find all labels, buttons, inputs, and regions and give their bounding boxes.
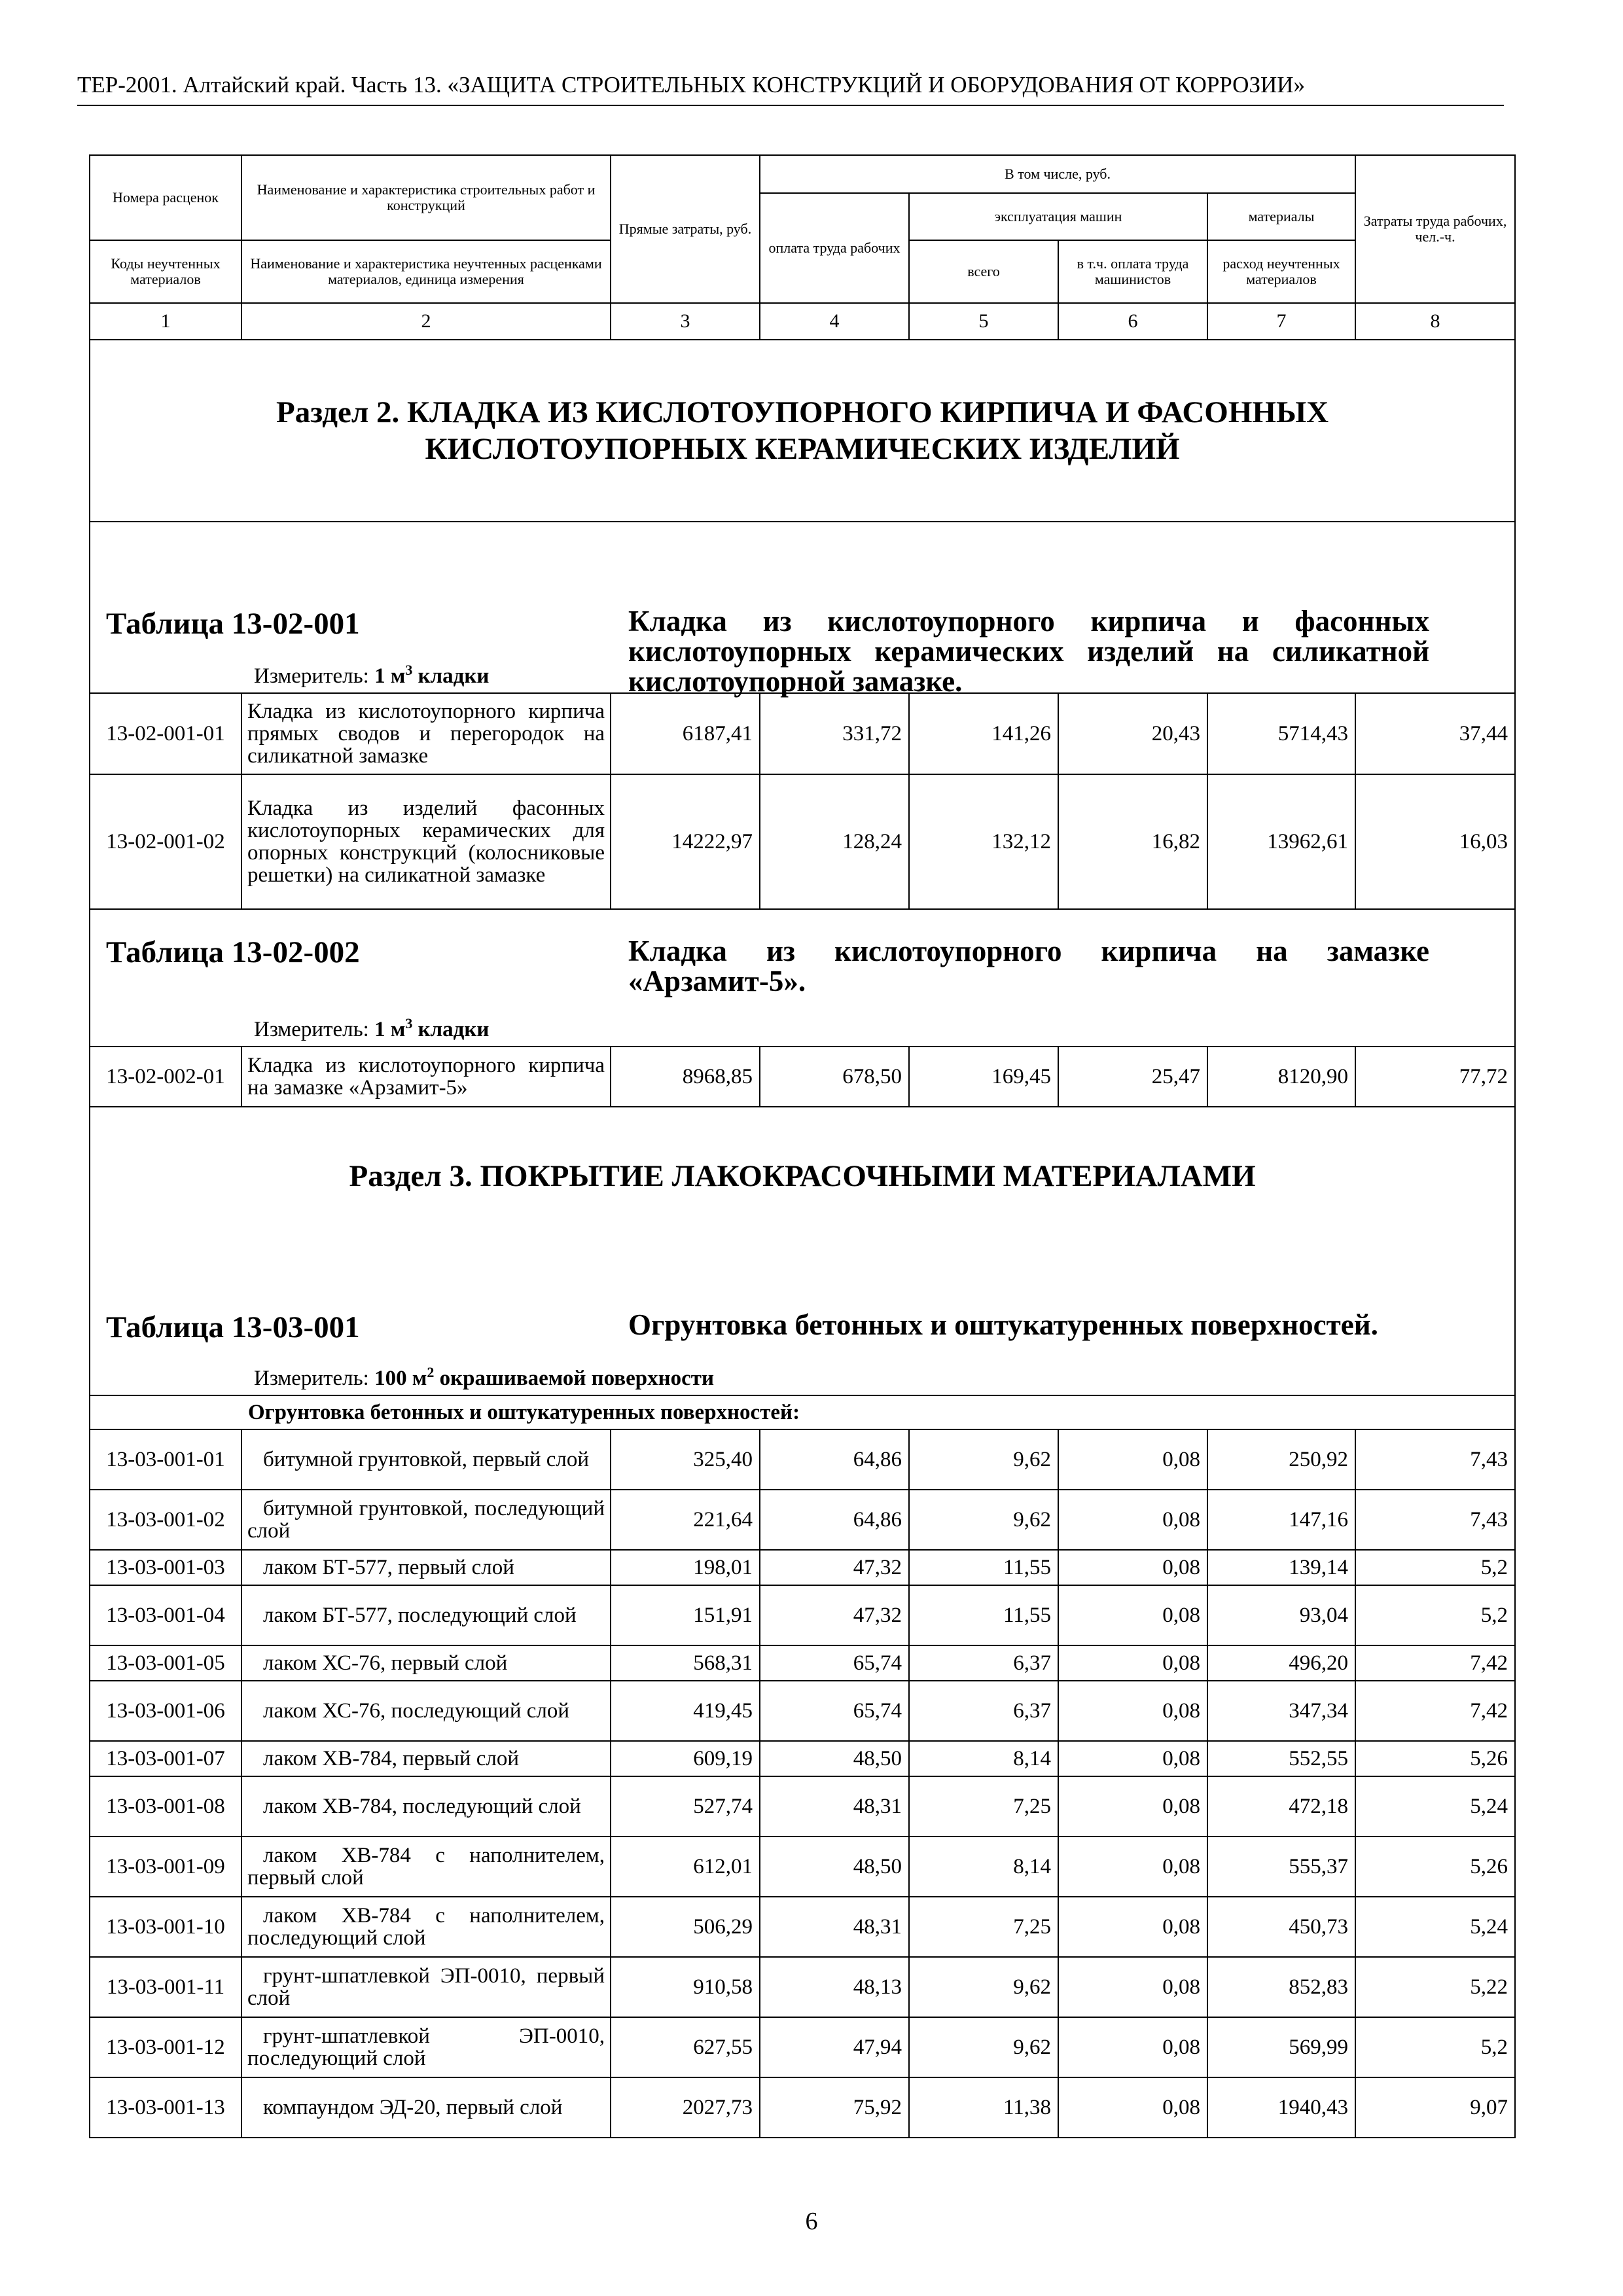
running-header: ТЕР-2001. Алтайский край. Часть 13. «ЗАЩИТА СТРОИТЕЛЬНЫХ КОНСТРУКЦИЙ И ОБОРУДОВАНИЯ ОТ КОРРОЗИИ» — [77, 72, 1306, 98]
header-including: В том числе, руб. — [760, 155, 1355, 193]
materials-cost: 1940,43 — [1207, 2077, 1355, 2138]
materials-cost: 139,14 — [1207, 1550, 1355, 1585]
labor-hours: 7,43 — [1355, 1429, 1515, 1490]
rate-code: 13-03-001-02 — [90, 1490, 241, 1550]
worker-pay: 75,92 — [760, 2077, 909, 2138]
rate-code: 13-03-001-10 — [90, 1897, 241, 1957]
worker-pay: 64,86 — [760, 1429, 909, 1490]
column-number: 3 — [611, 303, 760, 340]
operator-pay: 20,43 — [1058, 693, 1207, 774]
meter-prefix: Измеритель: — [254, 1018, 369, 1041]
header-worker-pay: оплата труда рабочих — [760, 193, 909, 303]
rate-name: лаком ХВ-784, первый слой — [241, 1741, 611, 1776]
worker-pay: 47,32 — [760, 1585, 909, 1645]
section-3-heading-row — [90, 1107, 1515, 1244]
labor-hours: 7,42 — [1355, 1645, 1515, 1681]
rate-name: лаком БТ-577, последующий слой — [241, 1585, 611, 1645]
labor-hours: 5,2 — [1355, 1550, 1515, 1585]
rate-code: 13-03-001-05 — [90, 1645, 241, 1681]
meter-prefix: Измеритель: — [254, 1367, 369, 1390]
table-row — [90, 1741, 1515, 1776]
materials-cost: 147,16 — [1207, 1490, 1355, 1550]
worker-pay: 678,50 — [760, 1047, 909, 1107]
table-meter — [254, 662, 489, 689]
operator-pay: 0,08 — [1058, 1645, 1207, 1681]
machines-total: 7,25 — [909, 1776, 1058, 1837]
materials-cost: 496,20 — [1207, 1645, 1355, 1681]
table-row — [90, 1776, 1515, 1837]
rate-code: 13-03-001-01 — [90, 1429, 241, 1490]
rate-code: 13-03-001-13 — [90, 2077, 241, 2138]
rate-name: грунт-шпатлевкой ЭП-0010, последующий слой — [241, 2017, 611, 2077]
operator-pay: 0,08 — [1058, 1776, 1207, 1837]
header-unaccounted-materials: расход неучтенных материалов — [1207, 240, 1355, 303]
table-row — [90, 1837, 1515, 1897]
machines-total: 6,37 — [909, 1681, 1058, 1741]
rate-name: Кладка из кислотоупорного кирпича прямых сводов и перегородок на силикатной замазке — [241, 693, 611, 774]
table-row — [90, 1585, 1515, 1645]
rate-name: битумной грунтовкой, первый слой — [241, 1429, 611, 1490]
table-row — [90, 1957, 1515, 2017]
machines-total: 6,37 — [909, 1645, 1058, 1681]
materials-cost: 555,37 — [1207, 1837, 1355, 1897]
operator-pay: 0,08 — [1058, 1490, 1207, 1550]
operator-pay: 0,08 — [1058, 1897, 1207, 1957]
table-row — [90, 1645, 1515, 1681]
subheader-text: Огрунтовка бетонных и оштукатуренных поверхностей: — [241, 1395, 1515, 1429]
labor-hours: 5,22 — [1355, 1957, 1515, 2017]
table-row — [90, 1429, 1515, 1490]
operator-pay: 0,08 — [1058, 1429, 1207, 1490]
machines-total: 9,62 — [909, 1490, 1058, 1550]
rate-code: 13-03-001-07 — [90, 1741, 241, 1776]
table-title: Огрунтовка бетонных и оштукатуренных поверхностей. — [628, 1308, 1378, 1341]
direct-costs: 527,74 — [611, 1776, 760, 1837]
direct-costs: 910,58 — [611, 1957, 760, 2017]
table-row — [90, 1681, 1515, 1741]
section-2-title — [90, 340, 1515, 522]
column-number: 6 — [1058, 303, 1207, 340]
rate-name: грунт-шпатлевкой ЭП-0010, первый слой — [241, 1957, 611, 2017]
worker-pay: 65,74 — [760, 1681, 909, 1741]
table-label: Таблица 13-02-002 — [106, 935, 360, 969]
worker-pay: 64,86 — [760, 1490, 909, 1550]
direct-costs: 568,31 — [611, 1645, 760, 1681]
header-materials: материалы — [1207, 193, 1355, 240]
machines-total: 9,62 — [909, 1429, 1058, 1490]
table-body — [90, 340, 1515, 2138]
labor-hours: 7,43 — [1355, 1490, 1515, 1550]
meter-exponent: 3 — [405, 662, 413, 678]
worker-pay: 65,74 — [760, 1645, 909, 1681]
header-material-codes: Коды неучтенных материалов — [90, 240, 241, 303]
column-number: 2 — [241, 303, 611, 340]
worker-pay: 47,32 — [760, 1550, 909, 1585]
labor-hours: 37,44 — [1355, 693, 1515, 774]
rate-name: лаком ХВ-784 с наполнителем, последующий слой — [241, 1897, 611, 1957]
table-label: Таблица 13-02-001 — [106, 607, 360, 641]
direct-costs: 612,01 — [611, 1837, 760, 1897]
rate-code: 13-03-001-06 — [90, 1681, 241, 1741]
operator-pay: 0,08 — [1058, 1681, 1207, 1741]
rate-name: лаком БТ-577, первый слой — [241, 1550, 611, 1585]
header-material-names: Наименование и характеристика неучтенных расценками материалов, единица измерения — [241, 240, 611, 303]
operator-pay: 0,08 — [1058, 1585, 1207, 1645]
header-labor-hours: Затраты труда рабочих, чел.-ч. — [1355, 155, 1515, 303]
worker-pay: 128,24 — [760, 774, 909, 909]
meter-unit: окрашиваемой поверхности — [439, 1367, 715, 1390]
rate-code: 13-02-001-02 — [90, 774, 241, 909]
table-label: Таблица 13-03-001 — [106, 1310, 360, 1344]
direct-costs: 627,55 — [611, 2017, 760, 2077]
materials-cost: 93,04 — [1207, 1585, 1355, 1645]
materials-cost: 852,83 — [1207, 1957, 1355, 2017]
rate-name: лаком ХВ-784, последующий слой — [241, 1776, 611, 1837]
table-meter — [254, 1364, 714, 1391]
rate-name: битумной грунтовкой, последующий слой — [241, 1490, 611, 1550]
materials-cost: 8120,90 — [1207, 1047, 1355, 1107]
operator-pay: 16,82 — [1058, 774, 1207, 909]
operator-pay: 0,08 — [1058, 1741, 1207, 1776]
materials-cost: 569,99 — [1207, 2017, 1355, 2077]
rate-name: лаком ХВ-784 с наполнителем, первый слой — [241, 1837, 611, 1897]
rate-code: 13-03-001-11 — [90, 1957, 241, 2017]
meter-exponent: 3 — [405, 1015, 413, 1031]
machines-total: 9,62 — [909, 1957, 1058, 2017]
worker-pay: 47,94 — [760, 2017, 909, 2077]
direct-costs: 419,45 — [611, 1681, 760, 1741]
rate-code: 13-03-001-09 — [90, 1837, 241, 1897]
materials-cost: 552,55 — [1207, 1741, 1355, 1776]
table-13-02-001-heading-row — [90, 522, 1515, 693]
worker-pay: 48,31 — [760, 1897, 909, 1957]
rate-code: 13-03-001-08 — [90, 1776, 241, 1837]
section-2-heading-row — [90, 340, 1515, 522]
column-number: 4 — [760, 303, 909, 340]
direct-costs: 2027,73 — [611, 2077, 760, 2138]
section-2-title-line1: Раздел 2. КЛАДКА ИЗ КИСЛОТОУПОРНОГО КИРПИЧА И ФАСОННЫХ — [276, 395, 1329, 429]
rate-name: лаком ХС-76, последующий слой — [241, 1681, 611, 1741]
labor-hours: 5,2 — [1355, 2017, 1515, 2077]
rate-name: Кладка из изделий фасонных кислотоупорных керамических для опорных конструкций (колосниковые решетки) на силикатной замазке — [241, 774, 611, 909]
direct-costs: 325,40 — [611, 1429, 760, 1490]
machines-total: 141,26 — [909, 693, 1058, 774]
header-machines: эксплуатация машин — [909, 193, 1207, 240]
direct-costs: 198,01 — [611, 1550, 760, 1585]
table-header — [90, 155, 1515, 340]
subheader-row — [90, 1395, 1515, 1429]
machines-total: 11,38 — [909, 2077, 1058, 2138]
operator-pay: 0,08 — [1058, 1957, 1207, 2017]
meter-value: 100 м — [374, 1367, 427, 1390]
worker-pay: 48,50 — [760, 1741, 909, 1776]
machines-total: 132,12 — [909, 774, 1058, 909]
meter-value: 1 м — [374, 664, 406, 688]
labor-hours: 5,24 — [1355, 1897, 1515, 1957]
meter-prefix: Измеритель: — [254, 664, 369, 688]
header-work-name: Наименование и характеристика строительных работ и конструкций — [241, 155, 611, 240]
column-number: 7 — [1207, 303, 1355, 340]
table-meter — [254, 1015, 489, 1042]
labor-hours: 9,07 — [1355, 2077, 1515, 2138]
header-operator-pay: в т.ч. оплата труда машинистов — [1058, 240, 1207, 303]
worker-pay: 48,31 — [760, 1776, 909, 1837]
rate-code: 13-02-002-01 — [90, 1047, 241, 1107]
operator-pay: 0,08 — [1058, 2077, 1207, 2138]
table-title: Кладка из кислотоупорного кирпича и фасонных кислотоупорных керамических изделий на силикатной кислотоупорной замазке. — [628, 605, 1430, 698]
machines-total: 11,55 — [909, 1585, 1058, 1645]
header-rate-numbers: Номера расценок — [90, 155, 241, 240]
worker-pay: 48,50 — [760, 1837, 909, 1897]
rate-name: Кладка из кислотоупорного кирпича на замазке «Арзамит-5» — [241, 1047, 611, 1107]
rates-table — [89, 154, 1516, 2138]
rate-code: 13-02-001-01 — [90, 693, 241, 774]
labor-hours: 77,72 — [1355, 1047, 1515, 1107]
labor-hours: 5,24 — [1355, 1776, 1515, 1837]
rate-name: компаундом ЭД-20, первый слой — [241, 2077, 611, 2138]
direct-costs: 14222,97 — [611, 774, 760, 909]
header-machines-total: всего — [909, 240, 1058, 303]
labor-hours: 7,42 — [1355, 1681, 1515, 1741]
machines-total: 11,55 — [909, 1550, 1058, 1585]
table-13-02-002-heading-row — [90, 909, 1515, 1047]
materials-cost: 250,92 — [1207, 1429, 1355, 1490]
meter-exponent: 2 — [427, 1364, 435, 1380]
column-numbers-row — [90, 303, 1515, 340]
machines-total: 7,25 — [909, 1897, 1058, 1957]
table-row — [90, 1047, 1515, 1107]
operator-pay: 0,08 — [1058, 1550, 1207, 1585]
rate-code: 13-03-001-04 — [90, 1585, 241, 1645]
page-number: 6 — [805, 2208, 818, 2235]
table-13-03-001-heading-row — [90, 1244, 1515, 1395]
meter-unit: кладки — [418, 1018, 490, 1041]
labor-hours: 5,26 — [1355, 1741, 1515, 1776]
direct-costs: 8968,85 — [611, 1047, 760, 1107]
direct-costs: 151,91 — [611, 1585, 760, 1645]
table-row — [90, 693, 1515, 774]
column-number: 5 — [909, 303, 1058, 340]
labor-hours: 16,03 — [1355, 774, 1515, 909]
machines-total: 8,14 — [909, 1741, 1058, 1776]
column-number: 8 — [1355, 303, 1515, 340]
materials-cost: 472,18 — [1207, 1776, 1355, 1837]
labor-hours: 5,26 — [1355, 1837, 1515, 1897]
operator-pay: 25,47 — [1058, 1047, 1207, 1107]
table-row — [90, 774, 1515, 909]
worker-pay: 331,72 — [760, 693, 909, 774]
column-number: 1 — [90, 303, 241, 340]
meter-unit: кладки — [418, 664, 490, 688]
materials-cost: 347,34 — [1207, 1681, 1355, 1741]
header-direct-costs: Прямые затраты, руб. — [611, 155, 760, 303]
machines-total: 8,14 — [909, 1837, 1058, 1897]
labor-hours: 5,2 — [1355, 1585, 1515, 1645]
materials-cost: 13962,61 — [1207, 774, 1355, 909]
table-row — [90, 2077, 1515, 2138]
direct-costs: 221,64 — [611, 1490, 760, 1550]
table-title: Кладка из кислотоупорного кирпича на замазке «Арзамит-5». — [628, 935, 1430, 997]
operator-pay: 0,08 — [1058, 1837, 1207, 1897]
rate-code: 13-03-001-03 — [90, 1550, 241, 1585]
section-3-title: Раздел 3. ПОКРЫТИЕ ЛАКОКРАСОЧНЫМИ МАТЕРИАЛАМИ — [90, 1107, 1515, 1244]
direct-costs: 506,29 — [611, 1897, 760, 1957]
table-row — [90, 1550, 1515, 1585]
direct-costs: 6187,41 — [611, 693, 760, 774]
table-row — [90, 1490, 1515, 1550]
rate-name: лаком ХС-76, первый слой — [241, 1645, 611, 1681]
section-2-title-line2: КИСЛОТОУПОРНЫХ КЕРАМИЧЕСКИХ ИЗДЕЛИЙ — [425, 432, 1180, 466]
materials-cost: 5714,43 — [1207, 693, 1355, 774]
rate-code: 13-03-001-12 — [90, 2017, 241, 2077]
operator-pay: 0,08 — [1058, 2017, 1207, 2077]
materials-cost: 450,73 — [1207, 1897, 1355, 1957]
direct-costs: 609,19 — [611, 1741, 760, 1776]
table-row — [90, 1897, 1515, 1957]
machines-total: 9,62 — [909, 2017, 1058, 2077]
worker-pay: 48,13 — [760, 1957, 909, 2017]
meter-value: 1 м — [374, 1018, 406, 1041]
table-row — [90, 2017, 1515, 2077]
header-rule — [77, 105, 1504, 106]
machines-total: 169,45 — [909, 1047, 1058, 1107]
